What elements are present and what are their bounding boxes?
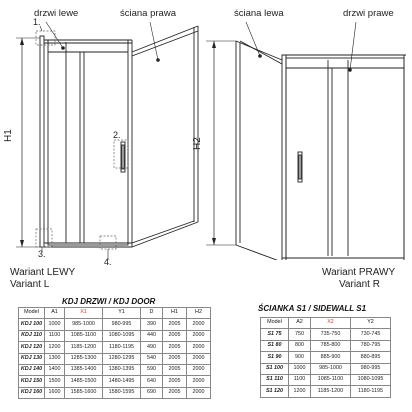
model-cell: KDJ 100 bbox=[19, 319, 45, 330]
table-cell: 1000 bbox=[289, 363, 311, 374]
model-cell: S1 90 bbox=[261, 352, 289, 363]
model-cell: S1 100 bbox=[261, 363, 289, 374]
table-cell: 1400 bbox=[45, 364, 65, 375]
table-cell: 440 bbox=[141, 330, 163, 341]
table-cell: 590 bbox=[141, 364, 163, 375]
h1-dimension-label: H1 bbox=[3, 129, 14, 142]
table-cell: 1600 bbox=[45, 387, 65, 398]
variant-right-name: Wariant PRAWY bbox=[322, 267, 396, 278]
table-cell: 1180-1195 bbox=[351, 386, 391, 397]
left-wall-label: ściana prawa bbox=[120, 8, 176, 19]
variant-left-name: Wariant LEWY bbox=[10, 267, 76, 278]
left-door-label: drzwi lewe bbox=[34, 8, 79, 19]
door-table-header-row bbox=[19, 308, 211, 319]
model-cell: S1 75 bbox=[261, 329, 289, 340]
table-row bbox=[261, 386, 391, 397]
model-cell: S1 110 bbox=[261, 374, 289, 385]
model-cell: KDJ 120 bbox=[19, 342, 45, 353]
column-header: X2 bbox=[311, 318, 351, 329]
table-cell: 2000 bbox=[187, 319, 211, 330]
table-row bbox=[261, 340, 391, 351]
column-header: Model bbox=[261, 318, 289, 329]
table-row bbox=[261, 374, 391, 385]
table-cell: 1485-1500 bbox=[65, 376, 103, 387]
door-table-title: KDJ DRZWI / KDJ DOOR bbox=[62, 297, 156, 306]
table-row bbox=[19, 387, 211, 398]
column-header: H1 bbox=[163, 308, 187, 319]
table-cell: 2005 bbox=[163, 387, 187, 398]
table-cell: 1200 bbox=[45, 342, 65, 353]
model-cell: KDJ 150 bbox=[19, 376, 45, 387]
callout-2: 2. bbox=[113, 130, 121, 140]
model-cell: KDJ 140 bbox=[19, 364, 45, 375]
right-door-label: drzwi prawe bbox=[343, 8, 394, 19]
table-cell: 1180-1195 bbox=[103, 342, 141, 353]
table-cell: 980-995 bbox=[351, 363, 391, 374]
column-header: Y2 bbox=[351, 318, 391, 329]
variant-right-code: Variant R bbox=[339, 279, 380, 290]
callout-3: 3. bbox=[38, 249, 46, 259]
table-cell: 1100 bbox=[289, 374, 311, 385]
table-cell: 1100 bbox=[45, 330, 65, 341]
table-cell: 2005 bbox=[163, 319, 187, 330]
column-header: A1 bbox=[45, 308, 65, 319]
table-row bbox=[19, 376, 211, 387]
table-cell: 1500 bbox=[45, 376, 65, 387]
table-cell: 490 bbox=[141, 342, 163, 353]
table-cell: 900 bbox=[289, 352, 311, 363]
table-cell: 1580-1595 bbox=[103, 387, 141, 398]
model-cell: KDJ 160 bbox=[19, 387, 45, 398]
table-cell: 2000 bbox=[187, 376, 211, 387]
table-cell: 2000 bbox=[187, 330, 211, 341]
column-header: X1 bbox=[65, 308, 103, 319]
table-cell: 730-745 bbox=[351, 329, 391, 340]
table-cell: 1085-1100 bbox=[65, 330, 103, 341]
table-row bbox=[19, 319, 211, 330]
table-cell: 750 bbox=[289, 329, 311, 340]
table-cell: 780-795 bbox=[351, 340, 391, 351]
column-header: Y1 bbox=[103, 308, 141, 319]
sidewall-spec-table bbox=[260, 317, 391, 398]
column-header: Model bbox=[19, 308, 45, 319]
table-cell: 2005 bbox=[163, 364, 187, 375]
callout-4: 4. bbox=[104, 257, 112, 267]
column-header: A2 bbox=[289, 318, 311, 329]
table-cell: 985-1000 bbox=[65, 319, 103, 330]
variant-left-code: Variant L bbox=[10, 279, 50, 290]
table-row bbox=[261, 329, 391, 340]
model-cell: KDJ 110 bbox=[19, 330, 45, 341]
table-cell: 1585-1600 bbox=[65, 387, 103, 398]
table-cell: 2000 bbox=[187, 342, 211, 353]
table-row bbox=[261, 363, 391, 374]
model-cell: S1 120 bbox=[261, 386, 289, 397]
table-cell: 1080-1095 bbox=[103, 330, 141, 341]
h2-dimension-label: H2 bbox=[192, 137, 203, 150]
table-cell: 885-900 bbox=[311, 352, 351, 363]
variant-left-drawing bbox=[0, 0, 206, 260]
table-cell: 1300 bbox=[45, 353, 65, 364]
table-cell: 2000 bbox=[187, 364, 211, 375]
callout-1: 1. bbox=[33, 17, 41, 27]
table-cell: 1200 bbox=[289, 386, 311, 397]
table-cell: 1080-1095 bbox=[351, 374, 391, 385]
table-row bbox=[19, 353, 211, 364]
table-cell: 1085-1100 bbox=[311, 374, 351, 385]
table-cell: 690 bbox=[141, 387, 163, 398]
door-spec-table bbox=[18, 307, 211, 399]
table-cell: 2005 bbox=[163, 330, 187, 341]
table-cell: 1480-1495 bbox=[103, 376, 141, 387]
column-header: D bbox=[141, 308, 163, 319]
model-cell: S1 80 bbox=[261, 340, 289, 351]
table-cell: 540 bbox=[141, 353, 163, 364]
table-cell: 735-750 bbox=[311, 329, 351, 340]
table-cell: 390 bbox=[141, 319, 163, 330]
table-cell: 1285-1300 bbox=[65, 353, 103, 364]
table-cell: 1185-1200 bbox=[311, 386, 351, 397]
table-cell: 1380-1395 bbox=[103, 364, 141, 375]
table-row bbox=[19, 364, 211, 375]
table-cell: 1000 bbox=[45, 319, 65, 330]
table-cell: 1385-1400 bbox=[65, 364, 103, 375]
table-cell: 985-1000 bbox=[311, 363, 351, 374]
table-row bbox=[19, 330, 211, 341]
table-cell: 980-995 bbox=[103, 319, 141, 330]
table-cell: 2005 bbox=[163, 353, 187, 364]
table-cell: 2005 bbox=[163, 342, 187, 353]
table-cell: 2005 bbox=[163, 376, 187, 387]
right-wall-label: ściana lewa bbox=[234, 8, 284, 19]
table-cell: 2000 bbox=[187, 353, 211, 364]
table-cell: 640 bbox=[141, 376, 163, 387]
table-cell: 800 bbox=[289, 340, 311, 351]
table-cell: 785-800 bbox=[311, 340, 351, 351]
variant-right-drawing bbox=[206, 0, 412, 260]
model-cell: KDJ 130 bbox=[19, 353, 45, 364]
table-row bbox=[261, 352, 391, 363]
table-row bbox=[19, 342, 211, 353]
wall-table-title: ŚCIANKA S1 / SIDEWALL S1 bbox=[258, 304, 367, 313]
table-cell: 2000 bbox=[187, 387, 211, 398]
table-cell: 1185-1200 bbox=[65, 342, 103, 353]
wall-table-header-row bbox=[261, 318, 391, 329]
table-cell: 880-895 bbox=[351, 352, 391, 363]
column-header: H2 bbox=[187, 308, 211, 319]
table-cell: 1280-1295 bbox=[103, 353, 141, 364]
